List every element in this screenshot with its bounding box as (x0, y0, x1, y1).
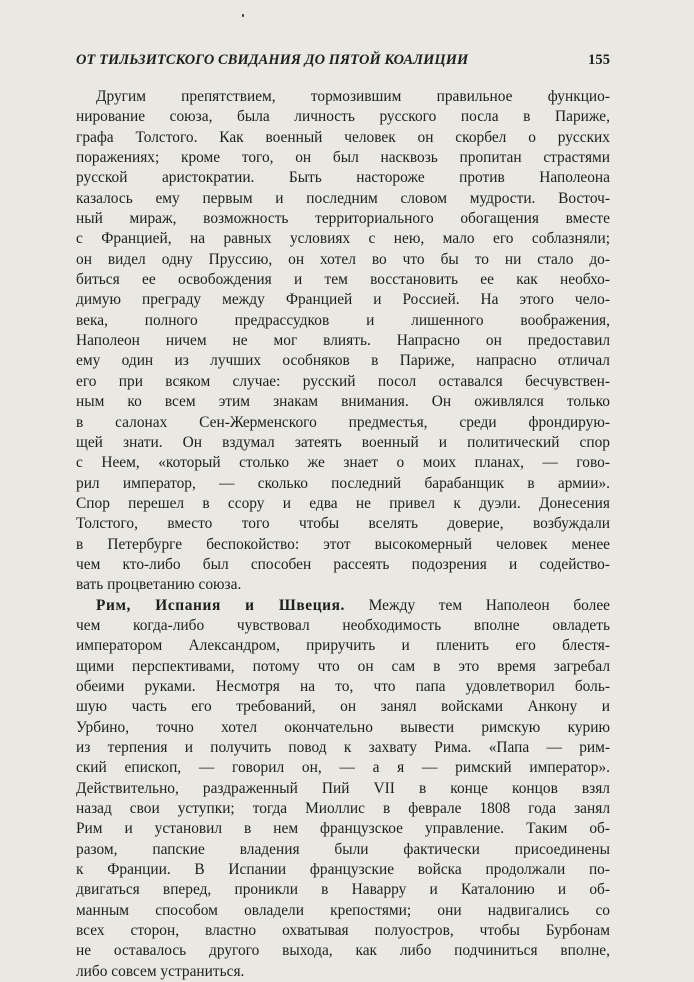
text-line: ский епископ, — говорил он, — а я — римский император». (76, 759, 610, 777)
text-line: обеими руками. Несмотря на то, что папа удовлетворил боль- (76, 677, 610, 695)
section-lead-text: Между тем Наполеон более (368, 596, 610, 614)
page-number: 155 (588, 52, 610, 68)
text-line: рил император, — сколько последний барабанщик в армии». (76, 474, 610, 492)
text-line: Спор перешел в ссору и едва не привел к дуэли. Донесения (76, 494, 610, 512)
text-line (76, 596, 610, 616)
text-line: Толстого, вместо того чтобы вселять доверие, возбуждали (76, 515, 610, 533)
text-line: графа Толстого. Как военный человек он скорбел о русских (76, 128, 610, 146)
text-line: назад свои уступки; тогда Миоллис в феврале 1808 года занял (76, 800, 610, 818)
section-title: Рим, Испания и Швеция. (96, 596, 346, 614)
text-line: казалось ему первым и последним словом мудрости. Восточ- (76, 189, 610, 207)
text-line: манным способом овладели крепостями; они надвигались со (76, 901, 610, 919)
text-line: Рим и установил в нем французское управление. Таким об- (76, 820, 610, 838)
text-line: всех сторон, властно охватывая полуостров, чтобы Бурбонам (76, 922, 610, 940)
text-line: не оставалось другого выхода, как либо подчиниться вполне, (76, 942, 610, 960)
text-line: в Петербурге беспокойство: этот высокомерный человек менее (76, 535, 610, 553)
text-line: чем когда-либо чувствовал необходимость вполне овладеть (76, 616, 610, 634)
text-line: Наполеон ничем не мог влиять. Напрасно он предоставил (76, 332, 610, 350)
text-line: биться ее освобождения и тем восстановить ее как необхо- (76, 271, 610, 289)
text-line: с Францией, на равных условиях с нею, мало его соблазняли; (76, 230, 610, 248)
text-line: с Неем, «который столько же знает о моих планах, — гово- (76, 454, 610, 472)
running-header-title: ОТ ТИЛЬЗИТСКОГО СВИДАНИЯ ДО ПЯТОЙ КОАЛИЦИИ (76, 52, 469, 68)
text-line: нирование союза, была личность русского посла в Париже, (76, 108, 610, 126)
text-line: димую преграду между Францией и Россией. На этого чело- (76, 291, 610, 309)
text-line: ным ко всем этим знакам внимания. Он оживлялся только (76, 393, 610, 411)
text-line: поражениях; кроме того, он был насквозь пропитан страстями (76, 149, 610, 167)
text-line: Урбино, точно хотел окончательно вывести римскую курию (76, 718, 610, 736)
text-line: Другим препятствием, тормозившим правильное функцио- (96, 88, 610, 105)
text-line: в салонах Сен-Жерменского предместья, среди фрондирую- (76, 413, 610, 431)
running-header (76, 52, 610, 69)
paragraph-ambassador-tolstoy (76, 87, 610, 596)
text-line: разом, папские владения были фактически присоединены (76, 840, 610, 858)
text-line: шую часть его требований, он занял войсками Анкону и (76, 698, 610, 716)
text-line: к Франции. В Испании французские войска продолжали по- (76, 861, 610, 879)
text-line: века, полного предрассудков и лишенного воображения, (76, 311, 610, 329)
text-line: чем кто-либо был способен рассеять подозрения и содейство- (76, 555, 610, 573)
text-line: ный мираж, возможность территориального обогащения вместе (76, 210, 610, 228)
text-line: императором Александром, приручить и пленить его блестя- (76, 637, 610, 655)
text-line: вать процветанию союза. (76, 576, 242, 594)
paragraph-rome-spain-sweden (76, 596, 610, 982)
text-line: русской аристократии. Быть настороже против Наполеона (76, 169, 610, 187)
text-line: щей знати. Он вздумал затеять военный и политический спор (76, 433, 610, 451)
text-line: ему один из лучших особняков в Париже, напрасно отличал (76, 352, 610, 370)
body-text (76, 87, 610, 982)
text-line: либо совсем устраниться. (76, 962, 245, 980)
text-line: двигаться вперед, проникли в Наварру и Каталонию и об- (76, 881, 610, 899)
text-line: он видел одну Пруссию, он хотел во что бы то ни стало до- (76, 250, 610, 268)
print-speck (242, 14, 244, 17)
text-line: из терпения и получить повод к захвату Рима. «Папа — рим- (76, 739, 610, 756)
text-line: Действительно, раздраженный Пий VII в конце концов взял (76, 779, 610, 797)
text-line: его при всяком случае: русский посол оставался бесчувствен- (76, 372, 610, 390)
text-line: щими перспективами, потому что он сам в это время загребал (76, 657, 610, 675)
